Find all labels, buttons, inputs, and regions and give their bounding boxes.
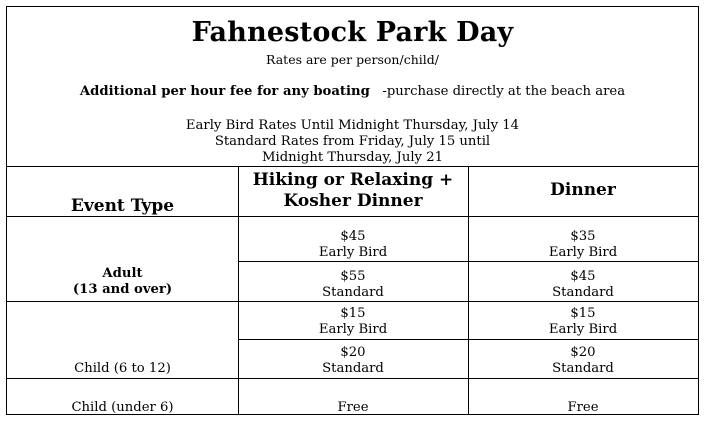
page-title: Fahnestock Park Day xyxy=(191,17,514,48)
adult-row-divider xyxy=(7,301,698,302)
standard-date-line-2: Midnight Thursday, July 21 xyxy=(262,150,443,165)
col-head-event-type: Event Type xyxy=(70,196,175,216)
adult-dinner-standard: $45 Standard xyxy=(552,269,614,300)
child-under-6-dinner-price: Free xyxy=(567,400,599,415)
child-dinner-standard: $20 Standard xyxy=(552,345,614,376)
rates-document xyxy=(6,6,699,415)
header-divider xyxy=(7,166,698,167)
child-under-6-hiking-price: Free xyxy=(337,400,369,415)
adult-event-label: Adult (13 and over) xyxy=(72,266,173,297)
adult-hiking-early-bird: $45 Early Bird xyxy=(318,229,388,260)
boating-note-bold: Additional per hour fee for any boating xyxy=(79,84,370,99)
child-hiking-early-bird: $15 Early Bird xyxy=(318,306,388,337)
document-header xyxy=(7,7,698,166)
standard-date-line-1: Standard Rates from Friday, July 15 until xyxy=(214,134,491,149)
child-row-divider xyxy=(7,378,698,379)
rate-dates xyxy=(7,118,698,166)
adult-dinner-early-bird: $35 Early Bird xyxy=(548,229,618,260)
child-dinner-early-bird: $15 Early Bird xyxy=(548,306,618,337)
boating-note-rest: -purchase directly at the beach area xyxy=(382,84,626,99)
boating-note xyxy=(7,84,698,99)
child-under-6-event-label: Child (under 6) xyxy=(71,400,174,415)
child-6-12-event-label: Child (6 to 12) xyxy=(74,361,171,376)
adult-hiking-standard: $55 Standard xyxy=(322,269,384,300)
rates-note: Rates are per person/child/ xyxy=(266,52,439,67)
child-hiking-standard: $20 Standard xyxy=(322,345,384,376)
col-head-dinner: Dinner xyxy=(550,180,616,200)
col-head-hiking: Hiking or Relaxing + Kosher Dinner xyxy=(252,170,454,211)
early-bird-date-line: Early Bird Rates Until Midnight Thursday, July 14 xyxy=(185,118,520,133)
